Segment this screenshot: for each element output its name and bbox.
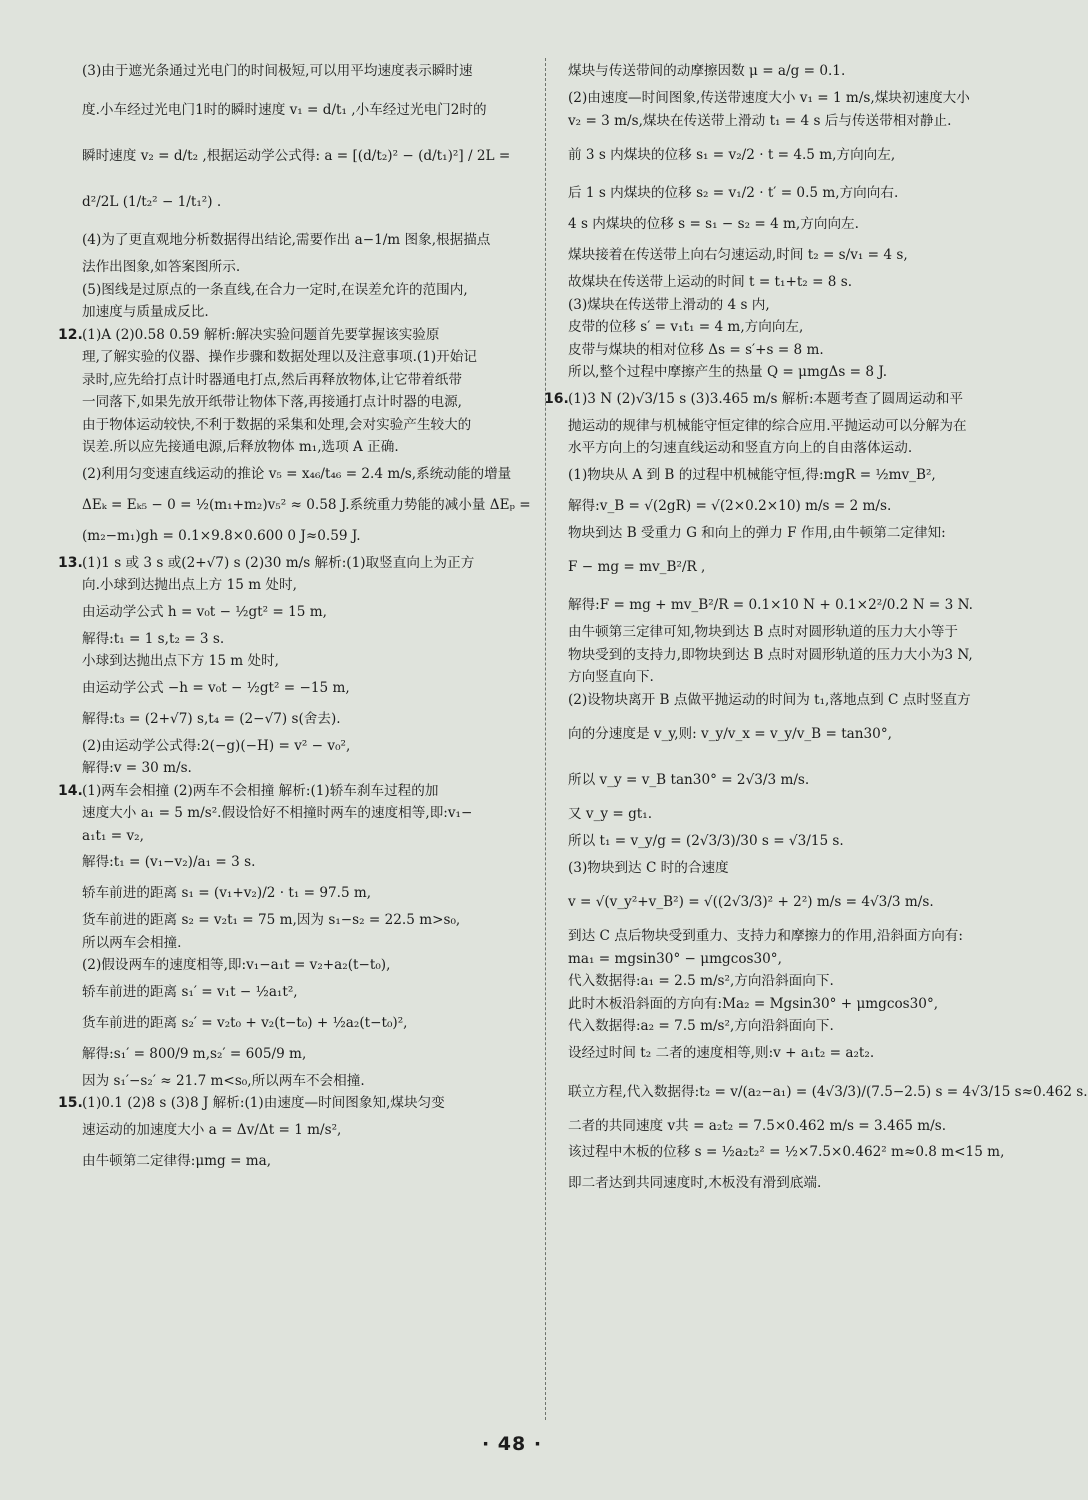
- text-line: [568, 1137, 1016, 1168]
- line-text: 物块到达 B 受重力 G 和向上的弹力 F 作用,由牛顿第二定律知:: [568, 524, 946, 541]
- line-text: 煤块接着在传送带上向右匀速运动,时间 t₂ = s/v₁ = 4 s,: [568, 247, 908, 263]
- line-text: (2)由速度—时间图象,传送带速度大小 v₁ = 1 m/s,煤块初速度大小: [568, 90, 970, 106]
- text-line: [82, 574, 528, 597]
- line-text: v = √(v_y²+v_B²) = √((2√3/3)² + 2²) m/s = 4√3/3 m/s.: [568, 894, 934, 910]
- text-line: [82, 878, 528, 909]
- text-line: [82, 279, 528, 302]
- text-line: [568, 110, 1016, 133]
- line-text: 到达 C 点后物块受到重力、支持力和摩擦力的作用,沿斜面方向有:: [568, 928, 963, 944]
- text-line: [82, 133, 528, 179]
- text-line: [568, 621, 1016, 644]
- text-line: [568, 132, 1016, 178]
- text-line: [82, 1070, 528, 1093]
- line-text: 后 1 s 内煤块的位移 s₂ = v₁/2 · t′ = 0.5 m,方向向右.: [568, 185, 899, 201]
- text-line: [568, 178, 1016, 209]
- line-text: (3)由于遮光条通过光电门的时间极短,可以用平均速度表示瞬时速: [82, 63, 473, 79]
- line-text: 解得:t₁ = 1 s,t₂ = 3 s.: [82, 630, 225, 647]
- text-line: [568, 316, 1016, 339]
- line-text: 由于物体运动较快,不利于数据的采集和处理,会对实验产生较大的: [82, 416, 472, 433]
- text-line: [568, 415, 1016, 438]
- text-line: [568, 361, 1016, 384]
- line-text: 物块受到的支持力,即物块到达 B 点时对圆形轨道的压力大小为3 N,: [568, 646, 973, 663]
- text-line: [568, 209, 1016, 240]
- line-text: a₁t₁ = v₂,: [82, 827, 144, 844]
- line-text: 轿车前进的距离 s₁′ = v₁t − ½a₁t²,: [82, 983, 298, 1000]
- text-line: [568, 757, 1016, 803]
- line-text: (5)图线是过原点的一条直线,在合力一定时,在误差允许的范围内,: [82, 281, 468, 298]
- line-text: d²/2L (1/t₂² − 1/t₁²) .: [82, 194, 222, 210]
- line-text: (2)假设两车的速度相等,即:v₁−a₁t = v₂+a₂(t−t₀),: [82, 957, 391, 973]
- text-line: [58, 1092, 528, 1115]
- line-text: 该过程中木板的位移 s = ½a₂t₂² = ½×7.5×0.462² m≈0.8 m<15 m,: [568, 1144, 1005, 1160]
- text-line: [58, 324, 528, 347]
- text-line: [568, 544, 1016, 590]
- text-line: [568, 993, 1016, 1016]
- line-text: 向的分速度是 v_y,则: v_y/v_x = v_y/v_B = tan30°,: [568, 726, 892, 742]
- line-text: (3)煤块在传送带上滑动的 4 s 内,: [568, 296, 770, 313]
- line-text: (1)0.1 (2)8 s (3)8 J 解析:(1)由速度—时间图象知,煤块匀变: [82, 1095, 445, 1111]
- text-line: [82, 256, 528, 279]
- line-text: 加速度与质量成反比.: [82, 304, 209, 320]
- text-line: [82, 597, 528, 628]
- text-line: [568, 644, 1016, 667]
- text-line: [82, 391, 528, 414]
- text-line: [568, 1168, 1016, 1199]
- text-line: [568, 1069, 1088, 1115]
- line-text: 设经过时间 t₂ 二者的速度相等,则:v + a₁t₂ = a₂t₂.: [568, 1044, 875, 1061]
- left-column: [58, 56, 531, 1177]
- text-line: [568, 240, 1016, 271]
- text-line: [58, 780, 528, 803]
- text-line: [82, 735, 528, 758]
- line-text: 此时木板沿斜面的方向有:Ma₂ = Mgsin30° + μmgcos30°,: [568, 995, 939, 1012]
- text-line: [568, 803, 1016, 826]
- line-text: 法作出图象,如答案图所示.: [82, 259, 241, 275]
- line-text: 由牛顿第三定律可知,物块到达 B 点时对圆形轨道的压力大小等于: [568, 624, 958, 640]
- line-text: 由运动学公式 h = v₀t − ½gt² = 15 m,: [82, 603, 327, 620]
- line-text: 皮带与煤块的相对位移 Δs = s′+s = 8 m.: [568, 341, 824, 358]
- text-line: [568, 1015, 1016, 1038]
- line-text: (2)利用匀变速直线运动的推论 v₅ = x₄₆/t₄₆ = 2.4 m/s,系统动能的增量: [82, 465, 512, 482]
- text-line: [82, 954, 528, 977]
- line-text: 速运动的加速度大小 a = Δv/Δt = 1 m/s²,: [82, 1121, 342, 1138]
- text-line: [82, 932, 528, 955]
- text-line: [568, 948, 1016, 971]
- line-text: (3)物块到达 C 时的合速度: [568, 859, 729, 876]
- text-line: [82, 459, 528, 490]
- line-text: 解得:v_B = √(2gR) = √(2×0.2×10) m/s = 2 m/s.: [568, 497, 892, 514]
- text-line: [568, 271, 1016, 294]
- text-line: [568, 491, 1016, 522]
- line-text: (1)3 N (2)√3/15 s (3)3.465 m/s 解析:本题考查了圆周运动和平: [568, 390, 964, 407]
- line-text: 又 v_y = gt₁.: [568, 806, 653, 822]
- text-line: [82, 802, 528, 825]
- page-number: · 48 ·: [481, 1433, 543, 1455]
- text-line: [82, 490, 531, 521]
- right-column: [544, 56, 1088, 1199]
- line-text: 抛运动的规律与机械能守恒定律的综合应用.平抛运动可以分解为在: [568, 417, 967, 434]
- text-line: [82, 650, 528, 673]
- line-text: 由牛顿第二定律得:μmg = ma,: [82, 1152, 272, 1169]
- line-text: 解得:t₃ = (2+√7) s,t₄ = (2−√7) s(舍去).: [82, 710, 341, 727]
- line-text: 速度大小 a₁ = 5 m/s².假设恰好不相撞时两车的速度相等,即:v₁−: [82, 805, 473, 821]
- column-divider: [545, 58, 546, 1420]
- line-text: 水平方向上的匀速直线运动和竖直方向上的自由落体运动.: [568, 440, 913, 456]
- text-line: [82, 825, 528, 848]
- text-line: [568, 437, 1016, 460]
- line-text: 因为 s₁′−s₂′ ≈ 21.7 m<s₀,所以两车不会相撞.: [82, 1072, 365, 1089]
- line-text: (2)设物块离开 B 点做平抛运动的时间为 t₁,落地点到 C 点时竖直方: [568, 691, 971, 708]
- line-text: 4 s 内煤块的位移 s = s₁ − s₂ = 4 m,方向向左.: [568, 216, 859, 232]
- text-line: [82, 628, 528, 651]
- line-text: 代入数据得:a₁ = 2.5 m/s²,方向沿斜面向下.: [568, 973, 834, 989]
- line-text: 皮带的位移 s′ = v₁t₁ = 4 m,方向向左,: [568, 319, 804, 335]
- text-line: [82, 1008, 528, 1039]
- text-line: [82, 1146, 528, 1177]
- line-text: F − mg = mv_B²/R ,: [568, 559, 706, 575]
- line-text: ΔEₖ = Eₖ₅ − 0 = ½(m₁+m₂)v₅² ≈ 0.58 J.系统重力势能的减小量 ΔEₚ =: [82, 496, 531, 513]
- line-text: 代入数据得:a₂ = 7.5 m/s²,方向沿斜面向下.: [568, 1018, 834, 1034]
- text-line: [568, 857, 1016, 880]
- line-text: (m₂−m₁)gh = 0.1×9.8×0.600 0 J≈0.59 J.: [82, 527, 361, 544]
- line-text: 所以两车会相撞.: [82, 934, 182, 951]
- text-line: [82, 1115, 528, 1146]
- line-text: 录时,应先给打点计时器通电打点,然后再释放物体,让它带着纸带: [82, 371, 462, 388]
- text-line: [82, 225, 528, 256]
- text-line: [568, 970, 1016, 993]
- line-text: 联立方程,代入数据得:t₂ = v/(a₂−a₁) = (4√3/3)/(7.5−2.5) s = 4√3/15 s≈0.462 s.: [568, 1083, 1088, 1100]
- line-text: (1)A (2)0.58 0.59 解析:解决实验问题首先要掌握该实验原: [82, 326, 440, 343]
- text-line: [568, 590, 1016, 621]
- text-line: [82, 87, 528, 133]
- text-line: [568, 87, 1016, 110]
- text-line: [82, 346, 528, 369]
- text-line: [82, 414, 528, 437]
- line-text: 货车前进的距离 s₂ = v₂t₁ = 75 m,因为 s₁−s₂ = 22.5 m>s₀,: [82, 912, 461, 928]
- text-line: [82, 757, 528, 780]
- question-number: 16.: [544, 390, 569, 407]
- text-line: [568, 1038, 1016, 1069]
- line-text: 解得:t₁ = (v₁−v₂)/a₁ = 3 s.: [82, 854, 256, 870]
- line-text: 一同落下,如果先放开纸带让物体下落,再接通打点计时器的电源,: [82, 394, 462, 410]
- text-line: [568, 925, 1016, 948]
- text-line: [82, 673, 528, 704]
- question-number: 15.: [58, 1095, 83, 1111]
- line-text: v₂ = 3 m/s,煤块在传送带上滑动 t₁ = 4 s 后与传送带相对静止.: [568, 112, 952, 129]
- text-line: [568, 826, 1016, 857]
- text-line: [568, 522, 1016, 545]
- text-line: [568, 666, 1016, 689]
- line-text: (4)为了更直观地分析数据得出结论,需要作出 a−1/m 图象,根据描点: [82, 232, 491, 248]
- text-line: [568, 711, 1016, 757]
- text-line: [82, 847, 528, 878]
- text-line: [82, 704, 528, 735]
- line-text: 所以,整个过程中摩擦产生的热量 Q = μmgΔs = 8 J.: [568, 364, 888, 380]
- line-text: 轿车前进的距离 s₁ = (v₁+v₂)/2 · t₁ = 97.5 m,: [82, 885, 372, 901]
- text-line: [82, 301, 528, 324]
- line-text: (2)由运动学公式得:2(−g)(−H) = v² − v₀²,: [82, 737, 351, 754]
- text-line: [82, 1039, 528, 1070]
- line-text: 故煤块在传送带上运动的时间 t = t₁+t₂ = 8 s.: [568, 274, 853, 290]
- line-text: 瞬时速度 v₂ = d/t₂ ,根据运动学公式得: a = [(d/t₂)² − (d/t₁)²] / 2L =: [82, 148, 511, 164]
- text-line: [568, 1115, 1016, 1138]
- line-text: 度.小车经过光电门1时的瞬时速度 v₁ = d/t₁ ,小车经过光电门2时的: [82, 102, 487, 118]
- text-line: [568, 339, 1016, 362]
- text-line: [58, 552, 528, 575]
- line-text: 解得:s₁′ = 800/9 m,s₂′ = 605/9 m,: [82, 1045, 307, 1062]
- line-text: 煤块与传送带间的动摩擦因数 μ = a/g = 0.1.: [568, 63, 846, 79]
- text-line: [568, 56, 1016, 87]
- line-text: 向.小球到达抛出点上方 15 m 处时,: [82, 577, 297, 593]
- text-line: [82, 369, 528, 392]
- line-text: 由运动学公式 −h = v₀t − ½gt² = −15 m,: [82, 679, 350, 696]
- question-number: 14.: [58, 782, 83, 799]
- text-line: [568, 460, 1016, 491]
- line-text: 小球到达抛出点下方 15 m 处时,: [82, 653, 280, 669]
- line-text: 解得:v = 30 m/s.: [82, 760, 192, 776]
- line-text: (1)1 s 或 3 s 或(2+√7) s (2)30 m/s 解析:(1)取竖直向上为正方: [82, 554, 475, 571]
- text-line: [82, 521, 528, 552]
- text-line: [544, 384, 1016, 415]
- line-text: 所以 v_y = v_B tan30° = 2√3/3 m/s.: [568, 772, 810, 788]
- line-text: (1)物块从 A 到 B 的过程中机械能守恒,得:mgR = ½mv_B²,: [568, 466, 936, 483]
- line-text: 即二者达到共同速度时,木板没有滑到底端.: [568, 1175, 822, 1191]
- line-text: 误差.所以应先接通电源,后释放物体 m₁,选项 A 正确.: [82, 439, 399, 455]
- line-text: 方向竖直向下.: [568, 669, 654, 685]
- text-line: [82, 436, 528, 459]
- line-text: 所以 t₁ = v_y/g = (2√3/3)/30 s = √3/15 s.: [568, 832, 844, 849]
- line-text: (1)两车会相撞 (2)两车不会相撞 解析:(1)轿车刹车过程的加: [82, 782, 439, 799]
- line-text: 前 3 s 内煤块的位移 s₁ = v₂/2 · t = 4.5 m,方向向左,: [568, 147, 896, 163]
- line-text: 二者的共同速度 v共 = a₂t₂ = 7.5×0.462 m/s = 3.465 m/s.: [568, 1117, 947, 1134]
- text-line: [82, 977, 528, 1008]
- line-text: ma₁ = mgsin30° − μmgcos30°,: [568, 950, 782, 967]
- question-number: 13.: [58, 554, 83, 571]
- text-line: [568, 879, 1016, 925]
- text-line: [82, 56, 528, 87]
- line-text: 理,了解实验的仪器、操作步骤和数据处理以及注意事项.(1)开始记: [82, 349, 477, 365]
- line-text: 解得:F = mg + mv_B²/R = 0.1×10 N + 0.1×2²/0.2 N = 3 N.: [568, 597, 973, 613]
- text-line: [82, 909, 528, 932]
- line-text: 货车前进的距离 s₂′ = v₂t₀ + v₂(t−t₀) + ½a₂(t−t₀)²,: [82, 1014, 408, 1031]
- text-line: [568, 689, 1016, 712]
- text-line: [568, 294, 1016, 317]
- text-line: [82, 179, 528, 225]
- question-number: 12.: [58, 326, 83, 343]
